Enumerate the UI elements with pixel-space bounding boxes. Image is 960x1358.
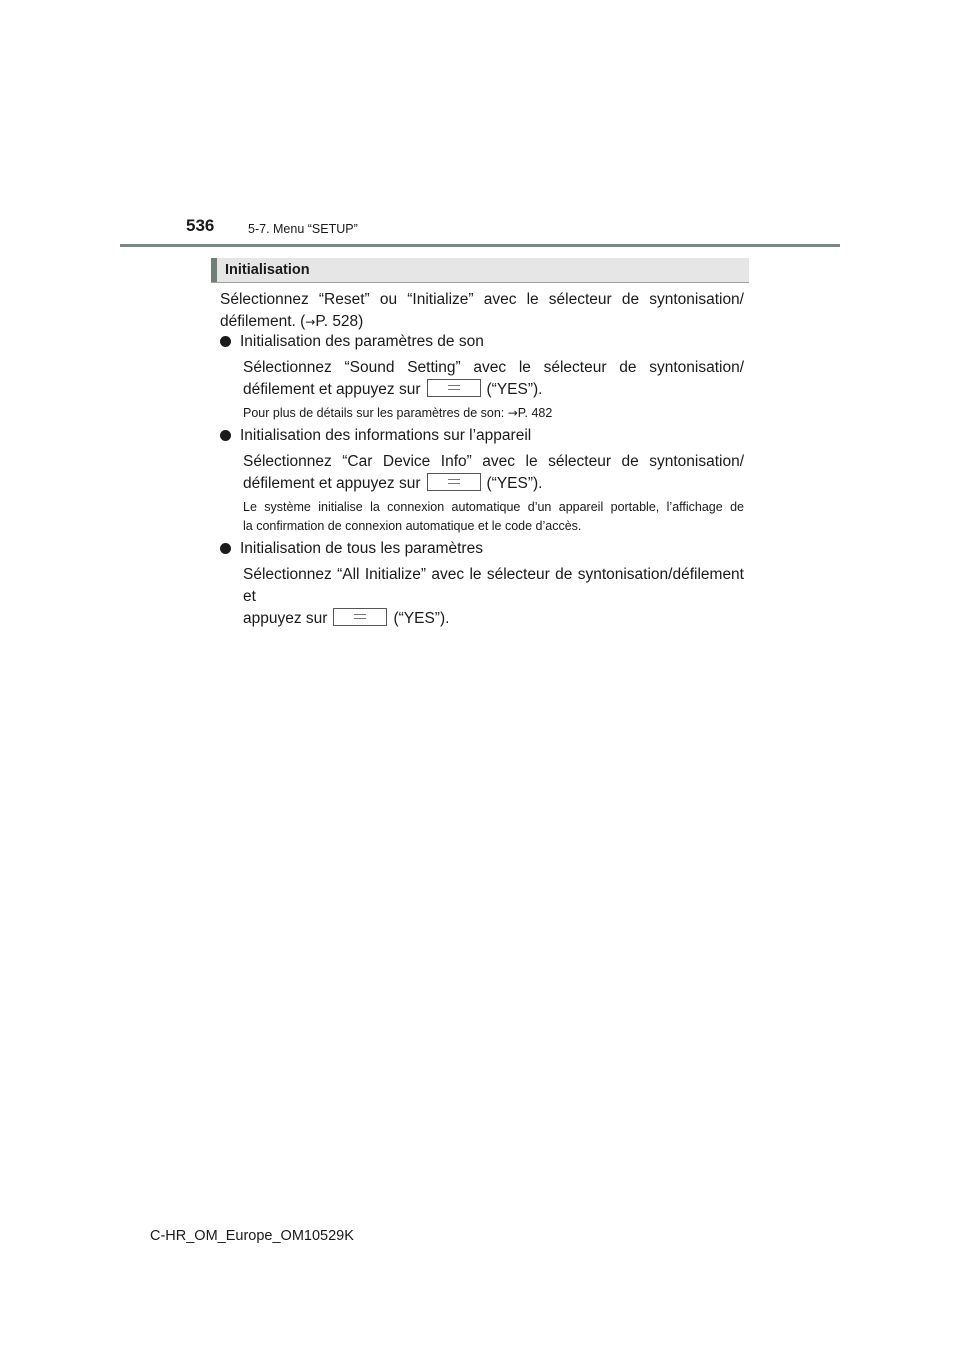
- note-line-2: la confirmation de connexion automatique et le code d’accès.: [243, 519, 582, 533]
- intro-paragraph: [220, 289, 744, 333]
- yes-button-icon: [333, 608, 387, 626]
- bullet-icon: [220, 543, 231, 554]
- page-number: 536: [186, 216, 215, 235]
- bullet-icon: [220, 336, 231, 347]
- instruction-text: défilement et appuyez sur: [243, 475, 421, 492]
- bullet-label: Initialisation des informations sur l’appareil: [240, 427, 532, 444]
- bullet-item-sound: [220, 332, 484, 352]
- intro-line-1: Sélectionnez “Reset” ou “Initialize” avec le sélecteur de syntonisation/: [220, 291, 744, 308]
- header-rule: [120, 244, 840, 247]
- bullet-item-device-info: [220, 426, 531, 446]
- yes-button-icon: [427, 379, 481, 397]
- item-all-settings-instructions: [243, 564, 744, 630]
- section-title: Initialisation: [225, 262, 310, 278]
- intro-page-ref: P. 528): [315, 313, 364, 330]
- instruction-yes-label: (“YES”).: [393, 610, 450, 627]
- instruction-line-2: [243, 610, 449, 627]
- bullet-label: Initialisation de tous les paramètres: [240, 540, 483, 557]
- instruction-line-2: [243, 475, 542, 492]
- instruction-yes-label: (“YES”).: [486, 381, 543, 398]
- running-header: 5-7. Menu “SETUP”: [248, 222, 358, 236]
- section-heading-bar: [211, 258, 749, 283]
- item-sound-instructions: [243, 357, 744, 401]
- arrow-icon: →: [507, 406, 518, 420]
- instruction-line-2: [243, 381, 542, 398]
- footer-doc-id: C-HR_OM_Europe_OM10529K: [150, 1228, 354, 1244]
- item-sound-note: [243, 404, 552, 423]
- intro-line-2: [220, 313, 363, 330]
- item-device-info-note: [243, 498, 744, 536]
- arrow-icon: →: [305, 315, 316, 329]
- bullet-icon: [220, 430, 231, 441]
- section-heading-accent: [211, 258, 217, 282]
- item-device-info-instructions: [243, 451, 744, 495]
- instruction-line-1: Sélectionnez “Car Device Info” avec le sélecteur de syntonisation/: [243, 453, 744, 470]
- yes-button-icon: [427, 473, 481, 491]
- intro-line-2-text: défilement. (: [220, 313, 306, 330]
- instruction-line-1: Sélectionnez “Sound Setting” avec le sélecteur de syntonisation/: [243, 359, 744, 376]
- bullet-label: Initialisation des paramètres de son: [240, 333, 484, 350]
- instruction-line-1: Sélectionnez “All Initialize” avec le sélecteur de syntonisation/défilement et: [243, 566, 744, 605]
- instruction-text: défilement et appuyez sur: [243, 381, 421, 398]
- instruction-text: appuyez sur: [243, 610, 328, 627]
- note-line-1: Le système initialise la connexion automatique d’un appareil portable, l’affichage de: [243, 500, 744, 514]
- bullet-item-all-settings: [220, 539, 483, 559]
- instruction-yes-label: (“YES”).: [486, 475, 543, 492]
- note-text: Pour plus de détails sur les paramètres de son:: [243, 406, 505, 420]
- note-page-ref: P. 482: [517, 406, 553, 420]
